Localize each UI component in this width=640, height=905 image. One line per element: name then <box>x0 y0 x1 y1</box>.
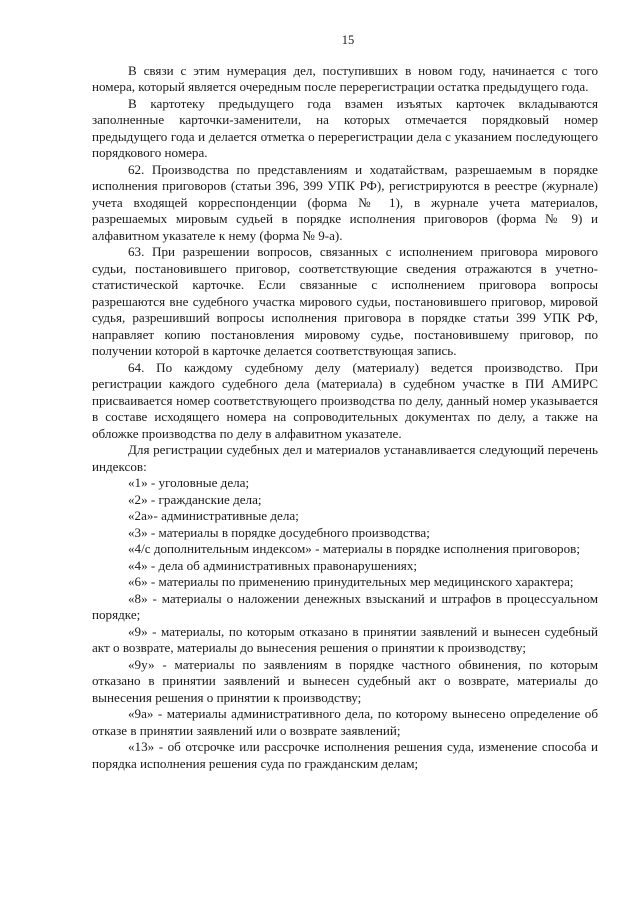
index-item-4: «4» - дела об административных правонарушениях; <box>128 557 418 573</box>
index-item-6: «6» - материалы по применению принудительных мер медицинского характера; <box>128 574 574 589</box>
paragraph-numbering-continuation: В связи с этим нумерация дел, поступивших в новом году, начинается с того номера, который является очередным после перерегистрации остатка предыдущего года. <box>92 62 598 94</box>
page-number: 15 <box>341 33 355 47</box>
paragraph-index-intro: Для регистрации судебных дел и материалов устанавливается следующий перечень индексов: <box>92 442 598 474</box>
index-item-9u: «9у» - материалы по заявлениям в порядке частного обвинения, по которым отказано в принятии заявлений и вынесен судебный акт о возврате, материалы до вынесения решения о принятии к производству; <box>92 656 598 705</box>
paragraph-62: 62. Производства по представлениям и ходатайствам, разрешаемым в порядке исполнения приговоров (статьи 396, 399 УПК РФ), регистрируются в реестре (журнале) учета входящей корреспонденции (форма № 1), в журнале учета материалов, разрешаемых мировым судьей в порядке исполнения приговоров (форма № 9) и алфавитном указателе к нему (форма № 9-а). <box>92 161 598 243</box>
paragraph-replacement-cards: В картотеку предыдущего года взамен изъятых карточек вкладываются заполненные карточки-заменители, на которых отмечается порядковый номер предыдущего года и делается отметка о перерегистрации дела с указанием последующего порядкового номера. <box>92 95 598 160</box>
index-item-9a: «9а» - материалы административного дела, по которому вынесено определение об отказе в принятии заявлений или о возврате заявлений; <box>92 706 598 738</box>
paragraph-63: 63. При разрешении вопросов, связанных с исполнением приговора мирового судьи, постановившего приговор, соответствующие сведения отражаются в учетно-статистической карточке. Если связанные с исполнением приговора вопросы разрешаются вне судебного участка мирового судьи, постановившего приговор, мировой судья, разрешивший вопросы исполнения приговора в порядке статьи 399 УПК РФ, направляет копию постановления мировому судье, постановившему приговор, по получении которой в карточке делается соответствующая запись. <box>92 244 598 358</box>
index-item-9: «9» - материалы, по которым отказано в принятии заявлений и вынесен судебный акт о возврате, материалы до вынесения решения о принятии к производству; <box>92 623 598 655</box>
index-item-13: «13» - об отсрочке или рассрочке исполнения решения суда, изменение способа и порядка исполнения решения суда по гражданским делам; <box>92 739 598 771</box>
document-page <box>92 32 598 772</box>
index-item-1: «1» - уголовные дела; <box>128 475 250 490</box>
index-item-4c: «4/с дополнительным индексом» - материалы в порядке исполнения приговоров; <box>128 541 580 556</box>
paragraph-64: 64. По каждому судебному делу (материалу) ведется производство. При регистрации каждого судебного дела (материала) в судебном участке в ПИ АМИРС присваивается номер соответствующего производства по делу, данный номер указывается в составе исходящего номера на сопроводительных документах по делу, а также на обложке производства по делу в алфавитном указателе. <box>92 359 598 441</box>
index-item-8: «8» - материалы о наложении денежных взысканий и штрафов в процессуальном порядке; <box>92 590 598 622</box>
index-item-2: «2» - гражданские дела; <box>128 491 262 507</box>
index-item-2a: «2а»- административные дела; <box>128 508 299 523</box>
index-item-3: «3» - материалы в порядке досудебного производства; <box>128 524 430 540</box>
